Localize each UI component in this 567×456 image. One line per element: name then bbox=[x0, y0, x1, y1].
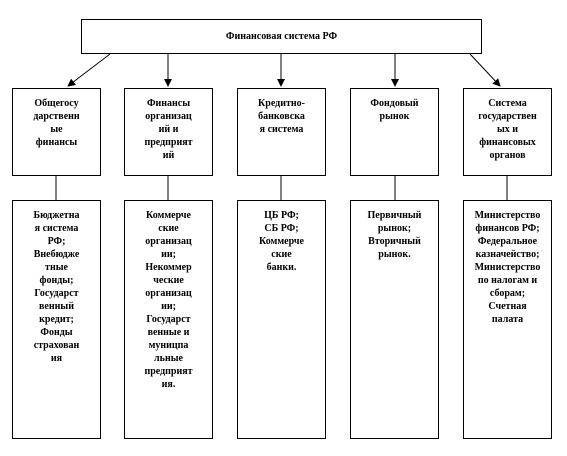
category-text: предприят bbox=[144, 137, 193, 148]
category-text: дарственн bbox=[33, 111, 80, 122]
category-box-government-bodies bbox=[463, 88, 552, 176]
detail-text: Министерство bbox=[474, 262, 541, 273]
detail-text: Внебюдже bbox=[33, 249, 80, 260]
category-text: органов bbox=[489, 150, 526, 161]
detail-text: Первичный bbox=[367, 210, 422, 221]
detail-text: палата bbox=[491, 314, 524, 325]
category-text: Общегосу bbox=[34, 98, 79, 109]
detail-text: Фонды bbox=[40, 327, 73, 338]
detail-text: ские bbox=[158, 223, 179, 234]
detail-box-enterprise-finance bbox=[124, 200, 213, 439]
detail-text: РФ; bbox=[47, 236, 66, 247]
category-text: Финансы bbox=[146, 98, 191, 109]
category-text: Фондовый bbox=[370, 98, 419, 109]
detail-text: льные bbox=[154, 353, 183, 364]
detail-text: СБ РФ; bbox=[264, 223, 299, 234]
detail-text: страхован bbox=[33, 340, 80, 351]
category-text: ий bbox=[162, 150, 175, 161]
detail-box-government-bodies bbox=[463, 200, 552, 439]
category-text: финансовых bbox=[479, 137, 536, 148]
detail-text: тные bbox=[45, 262, 68, 273]
category-text: финансы bbox=[35, 137, 78, 148]
category-text: ые bbox=[50, 124, 63, 135]
detail-text: предприят bbox=[144, 366, 193, 377]
category-text: Кредитно- bbox=[258, 98, 305, 109]
detail-text: Счетная bbox=[488, 301, 527, 312]
detail-box-banking-system bbox=[237, 200, 326, 439]
detail-text: по налогам и bbox=[477, 275, 538, 286]
detail-text: Некоммер bbox=[145, 262, 192, 273]
detail-text: ия. bbox=[161, 379, 176, 390]
detail-text: рынок. bbox=[378, 249, 411, 260]
root-box bbox=[81, 19, 482, 54]
detail-text: финансов РФ; bbox=[475, 223, 540, 234]
category-box-enterprise-finance bbox=[124, 88, 213, 176]
detail-text: ия bbox=[50, 353, 63, 364]
category-text: рынок bbox=[379, 111, 410, 122]
category-text: ий и bbox=[158, 124, 179, 135]
category-text: я система bbox=[259, 124, 304, 135]
detail-text: организац bbox=[145, 288, 192, 299]
detail-box-public-finance bbox=[12, 200, 101, 439]
arrow-root-to-category-5 bbox=[470, 54, 500, 86]
detail-text: организац bbox=[145, 236, 192, 247]
detail-text: я система bbox=[34, 223, 79, 234]
category-box-banking-system bbox=[237, 88, 326, 176]
detail-text: ии; bbox=[161, 301, 176, 312]
detail-text: сборам; bbox=[489, 288, 526, 299]
detail-text: Государст bbox=[146, 314, 191, 325]
detail-text: Коммерче bbox=[258, 236, 304, 247]
category-text: организац bbox=[145, 111, 192, 122]
detail-text: ские bbox=[271, 249, 292, 260]
detail-text: Федеральное bbox=[477, 236, 538, 247]
category-box-public-finance bbox=[12, 88, 101, 176]
detail-text: муницпа bbox=[148, 340, 189, 351]
detail-text: ческие bbox=[153, 275, 184, 286]
detail-text: фонды; bbox=[39, 275, 74, 286]
detail-text: казначейство; bbox=[475, 249, 540, 260]
detail-text: Коммерче bbox=[145, 210, 191, 221]
category-text: государствен bbox=[478, 111, 537, 122]
detail-text: ЦБ РФ; bbox=[264, 210, 299, 221]
detail-box-stock-market bbox=[350, 200, 439, 439]
arrow-root-to-category-1 bbox=[68, 54, 110, 86]
detail-text: венный bbox=[39, 301, 74, 312]
detail-text: венные и bbox=[147, 327, 190, 338]
detail-text: Бюджетна bbox=[33, 210, 80, 221]
detail-text: кредит; bbox=[39, 314, 74, 325]
detail-text: Государст bbox=[34, 288, 79, 299]
root-label: Финансовая система РФ bbox=[225, 31, 338, 42]
category-text: ых и bbox=[496, 124, 519, 135]
category-text: банковска bbox=[258, 111, 305, 122]
detail-text: банки. bbox=[266, 262, 297, 273]
detail-text: Вторичный bbox=[368, 236, 421, 247]
category-text: Система bbox=[488, 98, 527, 109]
detail-text: Министерство bbox=[474, 210, 541, 221]
detail-text: рынок; bbox=[377, 223, 412, 234]
category-box-stock-market bbox=[350, 88, 439, 176]
detail-text: ии; bbox=[161, 249, 176, 260]
